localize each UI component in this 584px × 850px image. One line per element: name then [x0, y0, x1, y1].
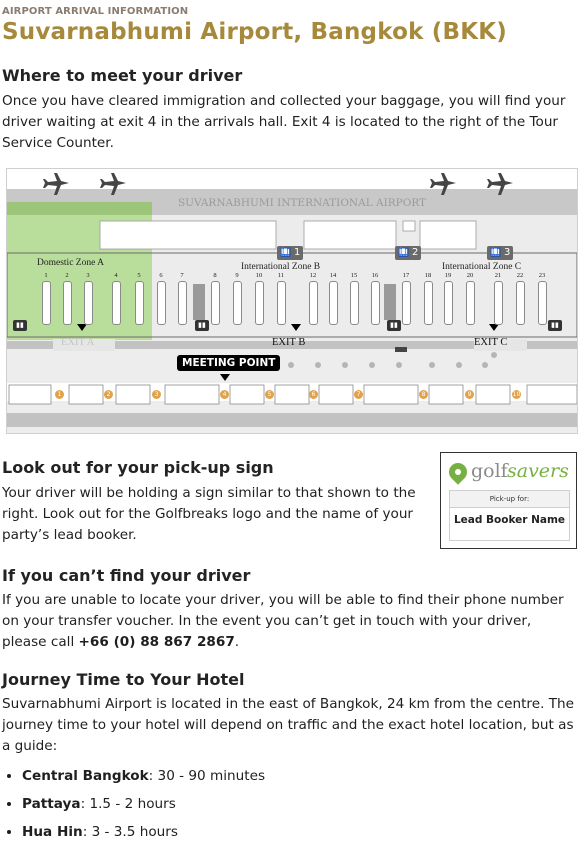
belt-number: 17 [402, 272, 410, 279]
belt [62, 272, 72, 325]
baggage-icon: 🛄 [490, 248, 502, 258]
belt-bar [424, 281, 433, 325]
belt-bar [112, 281, 121, 325]
belt-number: 1 [44, 272, 48, 279]
pickup-heading: Look out for your pick-up sign [2, 458, 274, 477]
belt [210, 272, 220, 325]
belt [254, 272, 264, 325]
belt-bar [444, 281, 453, 325]
belt-bar [178, 281, 187, 325]
belt [370, 272, 380, 325]
meet-body: Once you have cleared immigration and collected your baggage, you will find your driver waiting at exit 4 in the arrivals hall. Exit 4 is located to the right of the Tour Service Counter. [2, 93, 566, 151]
sign-name: Lead Booker Name [453, 514, 566, 526]
journey-times-list [2, 766, 265, 850]
zone-c-label: International Zone C [442, 262, 522, 272]
belt-number: 2 [65, 272, 69, 279]
door-marker: 5 [265, 390, 274, 399]
door-marker: 10 [512, 391, 521, 398]
journey-place: Pattaya [22, 796, 81, 812]
meet-heading: Where to meet your driver [2, 66, 243, 85]
page-eyebrow: AIRPORT ARRIVAL INFORMATION [2, 6, 189, 17]
belt-number: 20 [466, 272, 474, 279]
map-banner: SUVARNABHUMI INTERNATIONAL AIRPORT [177, 197, 427, 209]
belt-bar [466, 281, 475, 325]
belt-number: 15 [350, 272, 358, 279]
belt-number: 19 [444, 272, 452, 279]
belt-number: 4 [114, 272, 118, 279]
belt-number: 21 [494, 272, 502, 279]
cannot-find-heading: If you can’t find your driver [2, 566, 251, 585]
belt [423, 272, 433, 325]
belt [232, 272, 242, 325]
belt-number: 23 [538, 272, 546, 279]
door-marker: 7 [354, 390, 363, 399]
belt-bar [157, 281, 166, 325]
belt-bar [233, 281, 242, 325]
logo-text-golf: golf [471, 460, 508, 482]
belt-bar [63, 281, 72, 325]
belt-number: 9 [235, 272, 239, 279]
belt-number: 18 [424, 272, 432, 279]
door-marker: 2 [104, 390, 113, 399]
belt-bar [309, 281, 318, 325]
belt [328, 272, 338, 325]
baggage-badge [487, 246, 513, 260]
exit-a-label: EXIT A [61, 337, 95, 348]
door-marker: 4 [220, 390, 229, 399]
belt-number: 10 [255, 272, 263, 279]
restroom-icon: ▮▮ [13, 320, 27, 331]
restroom-icon: ▮▮ [548, 320, 562, 331]
cannot-find-suffix: . [234, 634, 240, 650]
belt-number: 7 [180, 272, 184, 279]
exit-b-label: EXIT B [272, 337, 306, 348]
belt-bar [494, 281, 503, 325]
belt-bar [371, 281, 380, 325]
journey-time: : 30 - 90 minutes [148, 768, 266, 784]
pickup-body: Your driver will be holding a sign similar to that shown to the right. Look out for the Golfbreaks logo and the name of your party’s lead booker. [2, 485, 416, 543]
pickup-sign [440, 452, 577, 549]
baggage-badge [277, 246, 303, 260]
door-marker: 8 [419, 390, 428, 399]
journey-place: Hua Hin [22, 824, 83, 840]
belt-bar [255, 281, 264, 325]
arrivals-map [6, 168, 578, 434]
restroom-icon: ▮▮ [195, 320, 209, 331]
belt [443, 272, 453, 325]
door-marker: 3 [152, 390, 161, 399]
belt-bar [329, 281, 338, 325]
journey-place: Central Bangkok [22, 768, 149, 784]
belt [276, 272, 286, 325]
list-item [22, 822, 265, 843]
restroom-icon: ▮▮ [387, 320, 401, 331]
belt-bar [135, 281, 144, 325]
belt-number: 3 [86, 272, 90, 279]
meeting-point-pointer-icon [220, 374, 230, 381]
baggage-badge [395, 246, 421, 260]
belt-bar [84, 281, 93, 325]
door-marker: 1 [55, 390, 64, 399]
belt [515, 272, 525, 325]
door-marker: 6 [309, 390, 318, 399]
cannot-find-text: If you are unable to locate your driver, you will be able to find their phone number on your transfer voucher. In the event you can’t get in touch with your driver, please call [2, 592, 564, 650]
belt-number: 22 [516, 272, 524, 279]
belt [156, 272, 166, 325]
belt [134, 272, 144, 325]
belt [111, 272, 121, 325]
belt-bar [402, 281, 411, 325]
golf-pin-ball-icon [455, 469, 461, 475]
belt-number: 6 [159, 272, 163, 279]
belt [41, 272, 51, 325]
belt-bar [42, 281, 51, 325]
exit-c-label: EXIT C [474, 337, 508, 348]
page-title: Suvarnabhumi Airport, Bangkok (BKK) [2, 19, 508, 45]
belt-number: 5 [137, 272, 141, 279]
journey-body: Suvarnabhumi Airport is located in the east of Bangkok, 24 km from the centre. The journey time to your hotel will depend on traffic and the exact hotel location, but as a guide: [2, 696, 574, 754]
belt [465, 272, 475, 325]
belt-number: 16 [371, 272, 379, 279]
baggage-icon: 🛄 [398, 248, 410, 258]
door-marker: 9 [465, 390, 474, 399]
sign-card [449, 490, 570, 541]
baggage-badge-number: 3 [504, 247, 511, 258]
sign-label: Pick-up for: [450, 491, 569, 508]
belt-number: 14 [329, 272, 337, 279]
belt-bar [211, 281, 220, 325]
belt [537, 272, 547, 325]
logo-text-savers: savers [507, 460, 569, 482]
belt-number: 8 [213, 272, 217, 279]
belt [493, 272, 503, 325]
zone-a-label: Domestic Zone A [37, 258, 105, 268]
baggage-badge-number: 1 [294, 247, 301, 258]
zone-b-label: International Zone B [241, 262, 321, 272]
list-item [22, 766, 265, 787]
belt [308, 272, 318, 325]
belt [177, 272, 187, 325]
journey-time: : 1.5 - 2 hours [80, 796, 176, 812]
meeting-point-badge: MEETING POINT [177, 355, 280, 371]
list-item [22, 794, 265, 815]
belt [349, 272, 359, 325]
belt-bar [350, 281, 359, 325]
baggage-badge-number: 2 [412, 247, 419, 258]
journey-heading: Journey Time to Your Hotel [2, 670, 245, 689]
belt-bar [538, 281, 547, 325]
belt-number: 11 [277, 272, 285, 279]
belt [83, 272, 93, 325]
belt-bar [277, 281, 286, 325]
baggage-icon: 🛄 [280, 248, 292, 258]
belt-bar [516, 281, 525, 325]
belt-number: 12 [309, 272, 317, 279]
phone-number: +66 (0) 88 867 2867 [78, 634, 235, 650]
cannot-find-body [2, 590, 580, 653]
belt [401, 272, 411, 325]
journey-time: : 3 - 3.5 hours [82, 824, 178, 840]
